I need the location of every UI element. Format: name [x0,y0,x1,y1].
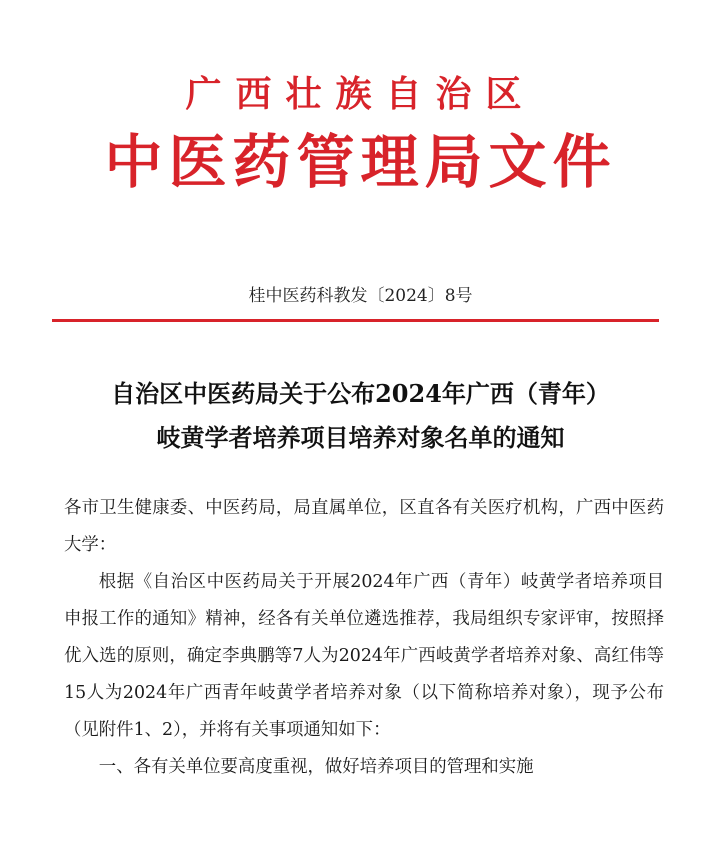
notice-title-line1: 自治区中医药局关于公布2024年广西（青年） [111,379,610,408]
document-number: 桂中医药科教发〔2024〕8号 [248,286,473,306]
notice-body [64,490,664,786]
body-paragraph-2: 一、各有关单位要高度重视，做好培养项目的管理和实施 [98,757,534,777]
notice-title [40,372,681,460]
issuer-name: 广西壮族自治区 [185,73,536,115]
notice-title-line2: 岐黄学者培养项目培养对象名单的通知 [156,423,565,452]
red-divider-line [52,319,659,322]
recipients: 各市卫生健康委、中医药局，局直属单位，区直各有关医疗机构，广西中医药大学： [64,498,664,555]
body-paragraph-1: 根据《自治区中医药局关于开展2024年广西（青年）岐黄学者培养项目申报工作的通知》精神，经各有关单位遴选推荐，我局组织专家评审，按照择优入选的原则，确定李典鹏等7人为2024年广西岐黄学者培养对象、高红伟等15人为2024年广西青年岐黄学者培养对象（以下简称培养对象），现予公布（见附件1、2），并将有关事项通知如下： [64,572,664,740]
issuer-document-title: 中医药管理局文件 [104,128,617,196]
